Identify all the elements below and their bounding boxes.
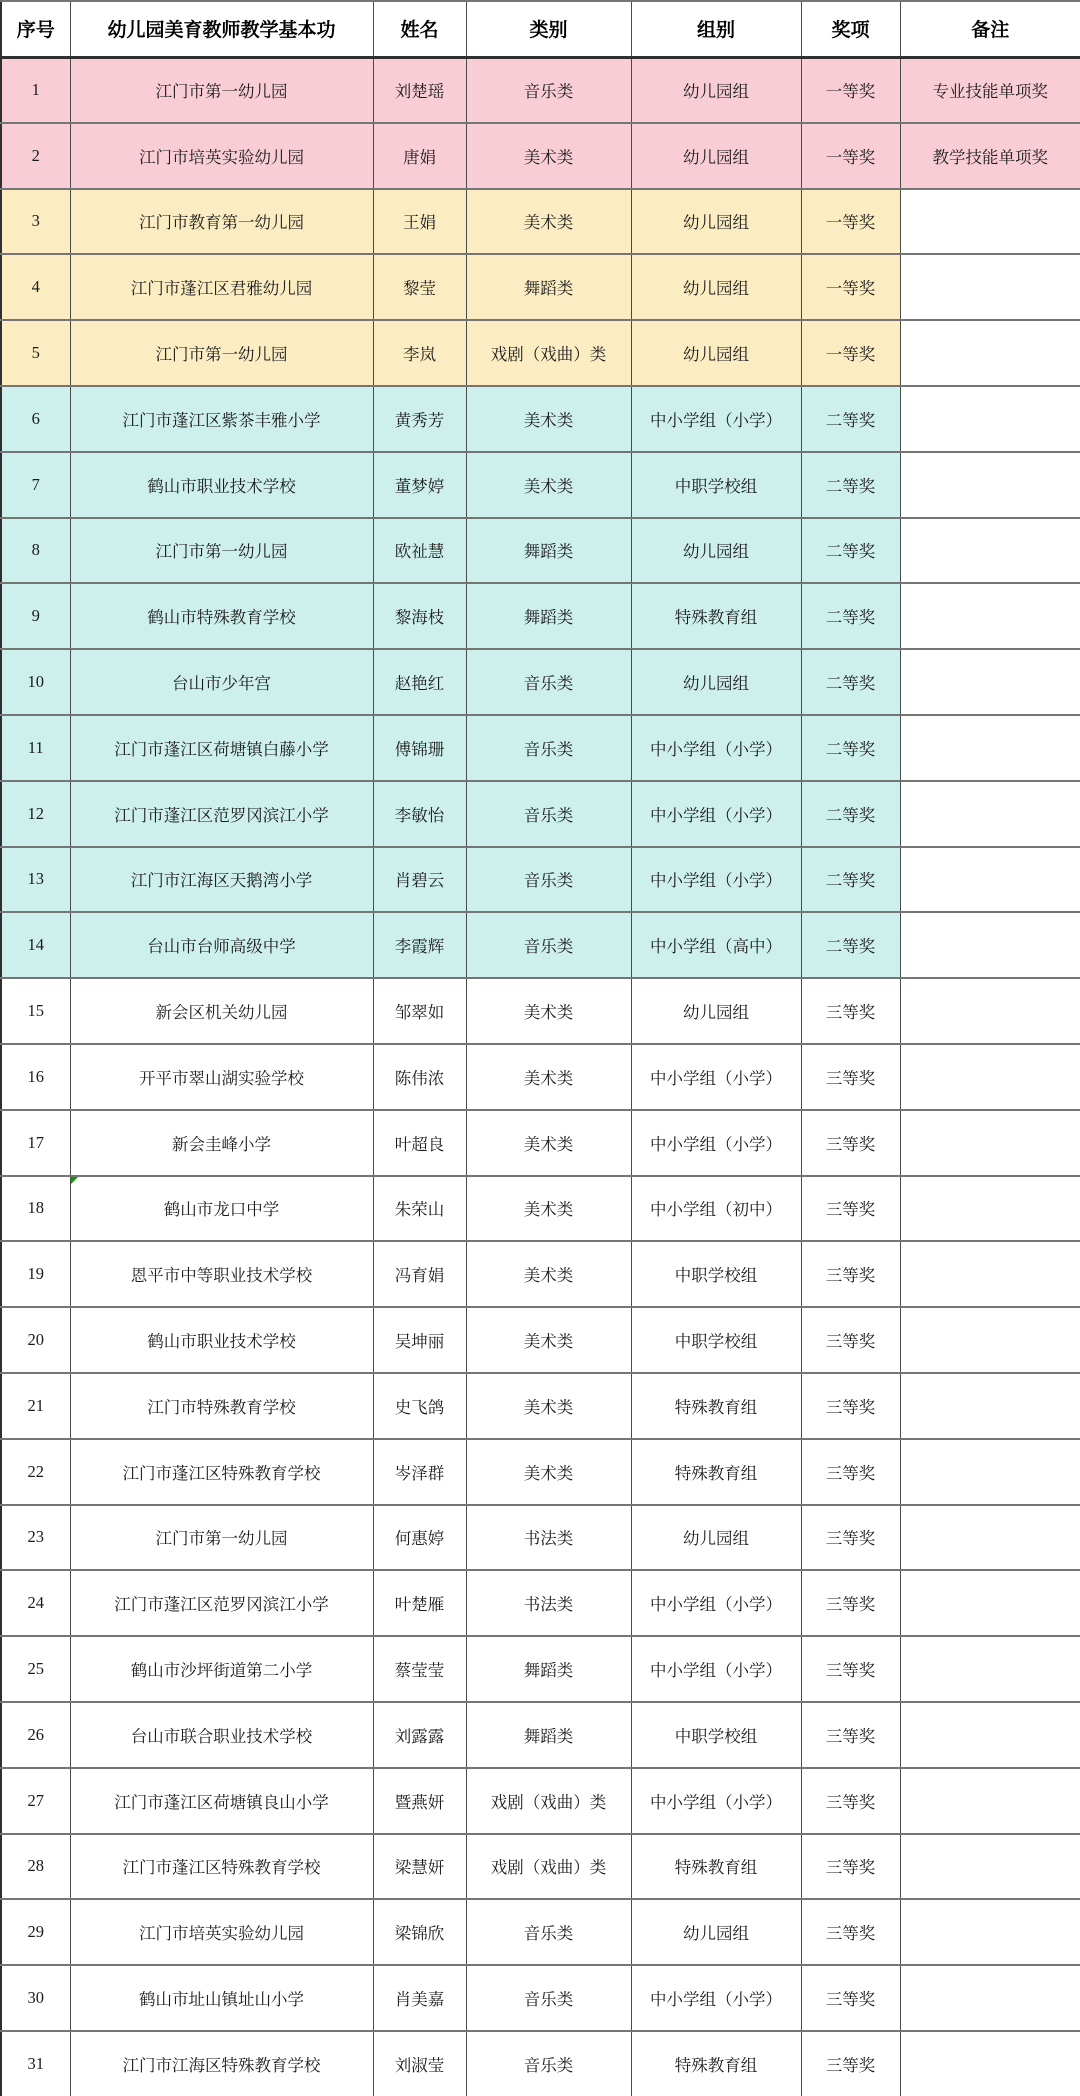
table-row xyxy=(1,715,1080,781)
cell-school: 江门市蓬江区荷塘镇白藤小学 xyxy=(70,715,373,781)
cell-remark xyxy=(900,1636,1080,1702)
table-body xyxy=(1,57,1080,2096)
column-header-school: 幼儿园美育教师教学基本功 xyxy=(70,1,373,57)
column-header-remark: 备注 xyxy=(900,1,1080,57)
table-row xyxy=(1,781,1080,847)
cell-category: 音乐类 xyxy=(466,1899,631,1965)
cell-name: 冯育娟 xyxy=(373,1241,466,1307)
cell-group: 中职学校组 xyxy=(631,452,801,518)
cell-school: 开平市翠山湖实验学校 xyxy=(70,1044,373,1110)
header-row xyxy=(1,1,1080,57)
cell-name: 暨燕妍 xyxy=(373,1768,466,1834)
cell-remark xyxy=(900,1768,1080,1834)
table-row xyxy=(1,1702,1080,1768)
cell-no: 15 xyxy=(1,978,70,1044)
cell-remark: 专业技能单项奖 xyxy=(900,57,1080,123)
cell-group: 中小学组（小学） xyxy=(631,715,801,781)
cell-no: 27 xyxy=(1,1768,70,1834)
cell-name: 黄秀芳 xyxy=(373,386,466,452)
cell-remark xyxy=(900,1241,1080,1307)
cell-category: 舞蹈类 xyxy=(466,1636,631,1702)
cell-school: 江门市教育第一幼儿园 xyxy=(70,189,373,255)
cell-remark xyxy=(900,1570,1080,1636)
cell-award: 一等奖 xyxy=(801,320,900,386)
cell-name: 欧祉慧 xyxy=(373,518,466,584)
cell-remark xyxy=(900,649,1080,715)
cell-group: 中小学组（小学） xyxy=(631,1044,801,1110)
table-row xyxy=(1,583,1080,649)
table-row xyxy=(1,1110,1080,1176)
cell-category: 美术类 xyxy=(466,386,631,452)
cell-school: 台山市台师高级中学 xyxy=(70,912,373,978)
cell-category: 美术类 xyxy=(466,1176,631,1242)
cell-remark xyxy=(900,1505,1080,1571)
cell-group: 中小学组（小学） xyxy=(631,1110,801,1176)
cell-group: 特殊教育组 xyxy=(631,583,801,649)
cell-no: 26 xyxy=(1,1702,70,1768)
cell-category: 音乐类 xyxy=(466,57,631,123)
cell-no: 31 xyxy=(1,2031,70,2096)
cell-award: 三等奖 xyxy=(801,1176,900,1242)
cell-remark xyxy=(900,518,1080,584)
cell-school: 江门市蓬江区范罗冈滨江小学 xyxy=(70,1570,373,1636)
cell-award: 三等奖 xyxy=(801,1439,900,1505)
cell-school: 江门市蓬江区范罗冈滨江小学 xyxy=(70,781,373,847)
cell-no: 28 xyxy=(1,1834,70,1900)
cell-group: 幼儿园组 xyxy=(631,1505,801,1571)
table-row xyxy=(1,2031,1080,2096)
cell-award: 二等奖 xyxy=(801,452,900,518)
cell-name: 史飞鸽 xyxy=(373,1373,466,1439)
cell-school: 新会区机关幼儿园 xyxy=(70,978,373,1044)
cell-award: 一等奖 xyxy=(801,123,900,189)
cell-school: 江门市培英实验幼儿园 xyxy=(70,1899,373,1965)
table-row xyxy=(1,1505,1080,1571)
cell-school: 江门市蓬江区特殊教育学校 xyxy=(70,1439,373,1505)
cell-award: 三等奖 xyxy=(801,1702,900,1768)
cell-name: 岑泽群 xyxy=(373,1439,466,1505)
cell-group: 中职学校组 xyxy=(631,1241,801,1307)
cell-category: 音乐类 xyxy=(466,912,631,978)
cell-name: 王娟 xyxy=(373,189,466,255)
cell-category: 音乐类 xyxy=(466,2031,631,2096)
cell-name: 肖碧云 xyxy=(373,847,466,913)
cell-no: 20 xyxy=(1,1307,70,1373)
cell-group: 特殊教育组 xyxy=(631,1439,801,1505)
cell-remark xyxy=(900,912,1080,978)
cell-category: 音乐类 xyxy=(466,781,631,847)
cell-remark xyxy=(900,254,1080,320)
cell-remark xyxy=(900,320,1080,386)
cell-category: 美术类 xyxy=(466,189,631,255)
cell-school: 新会圭峰小学 xyxy=(70,1110,373,1176)
cell-group: 幼儿园组 xyxy=(631,1899,801,1965)
cell-name: 叶楚雁 xyxy=(373,1570,466,1636)
table-row xyxy=(1,1899,1080,1965)
cell-award: 二等奖 xyxy=(801,583,900,649)
cell-award: 二等奖 xyxy=(801,912,900,978)
cell-no: 25 xyxy=(1,1636,70,1702)
table-row xyxy=(1,1241,1080,1307)
cell-remark xyxy=(900,1110,1080,1176)
table-row xyxy=(1,1373,1080,1439)
table-row xyxy=(1,1965,1080,2031)
cell-award: 三等奖 xyxy=(801,1899,900,1965)
cell-group: 中职学校组 xyxy=(631,1702,801,1768)
cell-remark xyxy=(900,189,1080,255)
cell-school: 江门市江海区特殊教育学校 xyxy=(70,2031,373,2096)
cell-category: 美术类 xyxy=(466,123,631,189)
cell-no: 9 xyxy=(1,583,70,649)
cell-no: 8 xyxy=(1,518,70,584)
cell-group: 幼儿园组 xyxy=(631,189,801,255)
cell-category: 戏剧（戏曲）类 xyxy=(466,1768,631,1834)
cell-remark xyxy=(900,452,1080,518)
cell-award: 二等奖 xyxy=(801,847,900,913)
cell-name: 刘楚瑶 xyxy=(373,57,466,123)
cell-category: 戏剧（戏曲）类 xyxy=(466,320,631,386)
table-row xyxy=(1,1439,1080,1505)
cell-remark xyxy=(900,1702,1080,1768)
cell-award: 一等奖 xyxy=(801,57,900,123)
table-row xyxy=(1,912,1080,978)
cell-school: 鹤山市特殊教育学校 xyxy=(70,583,373,649)
cell-name: 梁慧妍 xyxy=(373,1834,466,1900)
table-row xyxy=(1,386,1080,452)
table-row xyxy=(1,189,1080,255)
cell-group: 幼儿园组 xyxy=(631,649,801,715)
cell-group: 中职学校组 xyxy=(631,1307,801,1373)
cell-award: 三等奖 xyxy=(801,1636,900,1702)
cell-award: 二等奖 xyxy=(801,386,900,452)
cell-category: 美术类 xyxy=(466,1373,631,1439)
cell-remark xyxy=(900,1373,1080,1439)
cell-name: 李霞辉 xyxy=(373,912,466,978)
cell-school: 鹤山市龙口中学 xyxy=(70,1176,373,1242)
cell-name: 黎莹 xyxy=(373,254,466,320)
cell-category: 书法类 xyxy=(466,1505,631,1571)
table-row xyxy=(1,649,1080,715)
cell-category: 美术类 xyxy=(466,1241,631,1307)
cell-award: 三等奖 xyxy=(801,1044,900,1110)
cell-name: 赵艳红 xyxy=(373,649,466,715)
column-header-name: 姓名 xyxy=(373,1,466,57)
cell-school: 台山市联合职业技术学校 xyxy=(70,1702,373,1768)
cell-group: 幼儿园组 xyxy=(631,123,801,189)
cell-group: 特殊教育组 xyxy=(631,2031,801,2096)
column-header-category: 类别 xyxy=(466,1,631,57)
cell-remark xyxy=(900,1834,1080,1900)
cell-award: 三等奖 xyxy=(801,1110,900,1176)
cell-no: 16 xyxy=(1,1044,70,1110)
table-header xyxy=(1,1,1080,57)
cell-group: 中小学组（小学） xyxy=(631,1636,801,1702)
table-row xyxy=(1,1636,1080,1702)
cell-award: 一等奖 xyxy=(801,254,900,320)
cell-name: 邹翠如 xyxy=(373,978,466,1044)
cell-no: 2 xyxy=(1,123,70,189)
cell-remark: 教学技能单项奖 xyxy=(900,123,1080,189)
table-row xyxy=(1,1307,1080,1373)
cell-school: 台山市少年宫 xyxy=(70,649,373,715)
cell-remark xyxy=(900,583,1080,649)
cell-remark xyxy=(900,978,1080,1044)
cell-award: 二等奖 xyxy=(801,781,900,847)
cell-award: 三等奖 xyxy=(801,1965,900,2031)
cell-category: 美术类 xyxy=(466,1110,631,1176)
cell-group: 特殊教育组 xyxy=(631,1373,801,1439)
cell-no: 12 xyxy=(1,781,70,847)
cell-category: 舞蹈类 xyxy=(466,254,631,320)
cell-remark xyxy=(900,2031,1080,2096)
cell-award: 三等奖 xyxy=(801,1505,900,1571)
cell-remark xyxy=(900,781,1080,847)
cell-category: 戏剧（戏曲）类 xyxy=(466,1834,631,1900)
cell-no: 19 xyxy=(1,1241,70,1307)
cell-name: 陈伟浓 xyxy=(373,1044,466,1110)
table-row xyxy=(1,254,1080,320)
cell-award: 三等奖 xyxy=(801,1241,900,1307)
cell-name: 叶超良 xyxy=(373,1110,466,1176)
cell-category: 美术类 xyxy=(466,1439,631,1505)
cell-no: 24 xyxy=(1,1570,70,1636)
cell-remark xyxy=(900,1965,1080,2031)
table-row xyxy=(1,1044,1080,1110)
cell-remark xyxy=(900,1176,1080,1242)
cell-no: 22 xyxy=(1,1439,70,1505)
cell-category: 舞蹈类 xyxy=(466,583,631,649)
cell-category: 美术类 xyxy=(466,452,631,518)
table-row xyxy=(1,320,1080,386)
cell-name: 李敏怡 xyxy=(373,781,466,847)
cell-school: 江门市蓬江区荷塘镇良山小学 xyxy=(70,1768,373,1834)
table-row xyxy=(1,978,1080,1044)
cell-group: 幼儿园组 xyxy=(631,57,801,123)
cell-group: 特殊教育组 xyxy=(631,1834,801,1900)
cell-award: 一等奖 xyxy=(801,189,900,255)
cell-school: 江门市第一幼儿园 xyxy=(70,518,373,584)
cell-group: 中小学组（小学） xyxy=(631,781,801,847)
cell-category: 美术类 xyxy=(466,1307,631,1373)
cell-no: 7 xyxy=(1,452,70,518)
cell-school: 鹤山市址山镇址山小学 xyxy=(70,1965,373,2031)
cell-category: 音乐类 xyxy=(466,847,631,913)
cell-category: 书法类 xyxy=(466,1570,631,1636)
cell-award: 三等奖 xyxy=(801,1768,900,1834)
cell-school: 江门市江海区天鹅湾小学 xyxy=(70,847,373,913)
cell-remark xyxy=(900,847,1080,913)
cell-school: 江门市蓬江区君雅幼儿园 xyxy=(70,254,373,320)
cell-name: 肖美嘉 xyxy=(373,1965,466,2031)
cell-name: 蔡莹莹 xyxy=(373,1636,466,1702)
cell-award: 二等奖 xyxy=(801,715,900,781)
cell-group: 中小学组（小学） xyxy=(631,1570,801,1636)
cell-no: 29 xyxy=(1,1899,70,1965)
cell-group: 中小学组（小学） xyxy=(631,1768,801,1834)
cell-remark xyxy=(900,1044,1080,1110)
cell-award: 三等奖 xyxy=(801,1570,900,1636)
cell-name: 刘露露 xyxy=(373,1702,466,1768)
cell-school: 鹤山市沙坪街道第二小学 xyxy=(70,1636,373,1702)
table-row xyxy=(1,452,1080,518)
cell-category: 美术类 xyxy=(466,1044,631,1110)
cell-award: 三等奖 xyxy=(801,978,900,1044)
table-row xyxy=(1,1176,1080,1242)
cell-school: 鹤山市职业技术学校 xyxy=(70,1307,373,1373)
cell-no: 13 xyxy=(1,847,70,913)
cell-category: 音乐类 xyxy=(466,1965,631,2031)
cell-school: 鹤山市职业技术学校 xyxy=(70,452,373,518)
cell-name: 黎海枝 xyxy=(373,583,466,649)
cell-group: 中小学组（初中） xyxy=(631,1176,801,1242)
cell-school: 江门市蓬江区紫茶丰雅小学 xyxy=(70,386,373,452)
cell-category: 舞蹈类 xyxy=(466,518,631,584)
cell-category: 美术类 xyxy=(466,978,631,1044)
cell-remark xyxy=(900,386,1080,452)
cell-name: 吴坤丽 xyxy=(373,1307,466,1373)
cell-award: 三等奖 xyxy=(801,2031,900,2096)
table-row xyxy=(1,847,1080,913)
cell-no: 17 xyxy=(1,1110,70,1176)
cell-no: 6 xyxy=(1,386,70,452)
column-header-no: 序号 xyxy=(1,1,70,57)
cell-award: 三等奖 xyxy=(801,1834,900,1900)
cell-remark xyxy=(900,1307,1080,1373)
cell-category: 音乐类 xyxy=(466,649,631,715)
table-row xyxy=(1,1570,1080,1636)
cell-comment-marker-icon xyxy=(71,1177,78,1184)
cell-no: 21 xyxy=(1,1373,70,1439)
cell-name: 傅锦珊 xyxy=(373,715,466,781)
cell-no: 4 xyxy=(1,254,70,320)
cell-no: 23 xyxy=(1,1505,70,1571)
cell-group: 中小学组（小学） xyxy=(631,1965,801,2031)
cell-no: 30 xyxy=(1,1965,70,2031)
cell-category: 音乐类 xyxy=(466,715,631,781)
cell-school: 江门市第一幼儿园 xyxy=(70,57,373,123)
table-row xyxy=(1,123,1080,189)
cell-category: 舞蹈类 xyxy=(466,1702,631,1768)
cell-group: 幼儿园组 xyxy=(631,254,801,320)
column-header-group: 组别 xyxy=(631,1,801,57)
cell-no: 11 xyxy=(1,715,70,781)
cell-remark xyxy=(900,1439,1080,1505)
table-row xyxy=(1,57,1080,123)
cell-name: 何惠婷 xyxy=(373,1505,466,1571)
cell-award: 二等奖 xyxy=(801,518,900,584)
cell-name: 朱荣山 xyxy=(373,1176,466,1242)
cell-group: 幼儿园组 xyxy=(631,978,801,1044)
cell-name: 梁锦欣 xyxy=(373,1899,466,1965)
cell-school: 江门市第一幼儿园 xyxy=(70,1505,373,1571)
cell-remark xyxy=(900,1899,1080,1965)
cell-remark xyxy=(900,715,1080,781)
cell-name: 董梦婷 xyxy=(373,452,466,518)
table-row xyxy=(1,518,1080,584)
cell-name: 刘淑莹 xyxy=(373,2031,466,2096)
cell-group: 中小学组（小学） xyxy=(631,847,801,913)
cell-award: 三等奖 xyxy=(801,1307,900,1373)
cell-name: 李岚 xyxy=(373,320,466,386)
cell-award: 二等奖 xyxy=(801,649,900,715)
cell-award: 三等奖 xyxy=(801,1373,900,1439)
cell-school: 江门市蓬江区特殊教育学校 xyxy=(70,1834,373,1900)
cell-no: 3 xyxy=(1,189,70,255)
cell-group: 中小学组（小学） xyxy=(631,386,801,452)
cell-group: 中小学组（高中） xyxy=(631,912,801,978)
cell-school: 江门市培英实验幼儿园 xyxy=(70,123,373,189)
cell-no: 10 xyxy=(1,649,70,715)
cell-name: 唐娟 xyxy=(373,123,466,189)
table-row xyxy=(1,1768,1080,1834)
cell-school: 江门市特殊教育学校 xyxy=(70,1373,373,1439)
cell-group: 幼儿园组 xyxy=(631,320,801,386)
table-row xyxy=(1,1834,1080,1900)
cell-no: 1 xyxy=(1,57,70,123)
cell-no: 18 xyxy=(1,1176,70,1242)
cell-no: 5 xyxy=(1,320,70,386)
cell-school: 恩平市中等职业技术学校 xyxy=(70,1241,373,1307)
column-header-award: 奖项 xyxy=(801,1,900,57)
cell-school: 江门市第一幼儿园 xyxy=(70,320,373,386)
cell-no: 14 xyxy=(1,912,70,978)
cell-group: 幼儿园组 xyxy=(631,518,801,584)
